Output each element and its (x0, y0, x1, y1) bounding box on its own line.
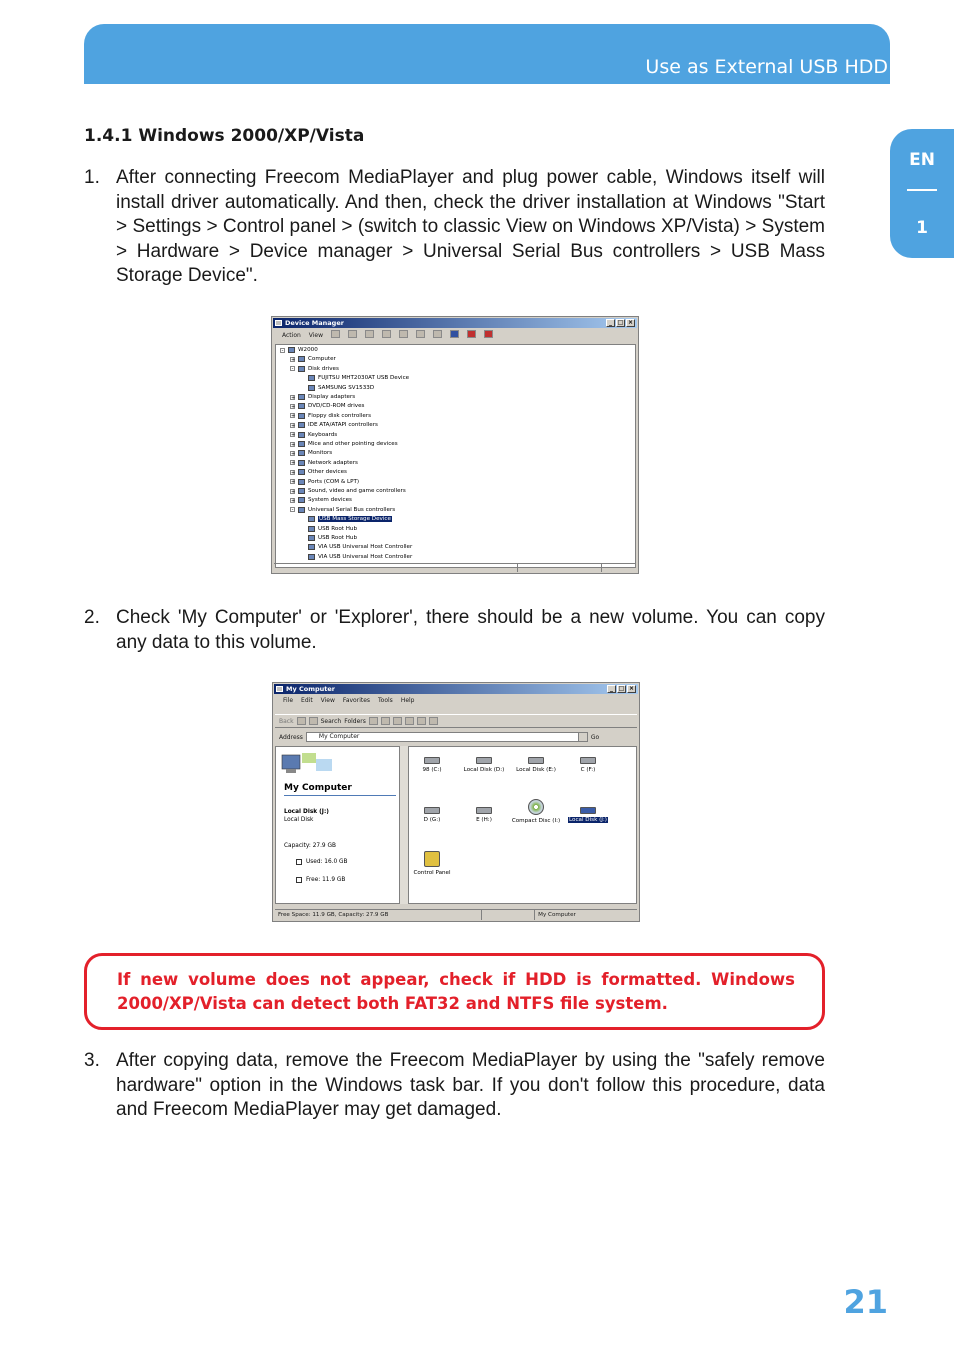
device-icon (298, 507, 305, 513)
expand-toggle-icon[interactable]: + (291, 403, 296, 410)
hard-drive-icon (580, 807, 596, 814)
tree-item[interactable] (290, 366, 339, 372)
status-cell (482, 910, 535, 920)
drive-item[interactable] (407, 807, 457, 823)
tab-divider (907, 189, 937, 191)
menu-item-file[interactable]: File (283, 697, 294, 704)
tree-item-label: Floppy disk controllers (308, 412, 372, 419)
expand-toggle-icon[interactable]: + (291, 460, 296, 467)
device-icon (308, 535, 315, 541)
expand-toggle-icon[interactable]: - (291, 366, 294, 373)
up-folder-icon[interactable] (309, 717, 318, 725)
tree-item-label: USB Root Hub (318, 535, 358, 541)
device-icon (298, 394, 305, 400)
tree-item-label: System devices (308, 497, 352, 504)
step-number: 3. (84, 1050, 100, 1071)
properties-icon[interactable] (416, 330, 425, 338)
expand-toggle-icon[interactable]: + (291, 413, 296, 420)
expand-toggle-icon[interactable]: + (291, 432, 296, 439)
status-cell (518, 564, 602, 572)
menu-item-edit[interactable]: Edit (301, 697, 313, 704)
section-heading: 1.4.1 Windows 2000/XP/Vista (84, 126, 365, 146)
tree-item-label: IDE ATA/ATAPI controllers (308, 422, 378, 429)
device-icon (298, 403, 305, 409)
expand-toggle-icon[interactable]: - (281, 347, 284, 354)
used-legend-icon (296, 859, 302, 865)
drive-label: Local Disk (E:) (516, 767, 556, 773)
device-manager-statusbar (274, 563, 636, 572)
step-text: After copying data, remove the Freecom MediaPlayer by using the "safely remove hardware" option in the Windows task bar. If you don't follow this procedure, data and Freecom MediaPlayer may get damaged. (116, 1050, 825, 1121)
drive-label: Control Panel (413, 870, 451, 876)
window-title: My Computer (286, 685, 335, 693)
tree-item[interactable] (290, 403, 364, 409)
tree-item[interactable] (290, 479, 359, 485)
tree-item-label: Mice and other pointing devices (308, 441, 398, 447)
cd-drive-icon (528, 799, 544, 815)
tree-item-label: SAMSUNG SV1533D (318, 384, 375, 391)
expand-toggle-icon[interactable]: + (291, 356, 296, 363)
tree-item[interactable] (290, 460, 358, 466)
device-icon (308, 385, 315, 391)
dropdown-arrow-icon[interactable] (578, 733, 587, 741)
address-input[interactable] (306, 732, 588, 742)
hard-drive-icon (476, 807, 492, 814)
warning-text: If new volume does not appear, check if HDD is formatted. Windows 2000/XP/Vista can detect both FAT32 and NTFS file system. (117, 970, 795, 1013)
my-computer-statusbar (275, 909, 637, 920)
tree-item[interactable] (290, 450, 332, 456)
up-folder-icon[interactable] (365, 330, 374, 338)
tree-item[interactable] (300, 544, 412, 550)
drive-label: Compact Disc (I:) (511, 818, 561, 824)
hard-drive-icon (424, 807, 440, 814)
undo-icon[interactable] (417, 717, 426, 725)
tree-item-label: USB Root Hub (318, 525, 358, 532)
menu-item-help[interactable]: Help (400, 697, 415, 704)
drive-list (408, 746, 637, 904)
menu-item-view[interactable]: View (308, 332, 324, 339)
tree-item-label: VIA USB Universal Host Controller (318, 544, 413, 551)
device-icon (298, 488, 305, 494)
tree-item[interactable] (290, 394, 355, 400)
tree-item[interactable] (280, 347, 318, 353)
tree-item[interactable] (300, 526, 357, 532)
standard-toolbar (275, 714, 637, 728)
drive-item[interactable] (407, 757, 457, 773)
scan-hardware-icon[interactable] (450, 330, 459, 338)
step-3 (84, 1049, 826, 1123)
menu-item-tools[interactable]: Tools (378, 697, 393, 704)
device-icon (298, 469, 305, 475)
drive-item[interactable] (563, 807, 613, 823)
step-number: 2. (84, 607, 100, 628)
panel-heading: My Computer (284, 783, 352, 793)
tree-item[interactable] (300, 554, 412, 560)
device-manager-window (271, 316, 639, 574)
back-button[interactable]: Back (279, 717, 294, 725)
drive-free: Free: 11.9 GB (306, 877, 346, 883)
hard-drive-icon (476, 757, 492, 764)
device-icon (298, 366, 305, 372)
move-to-icon[interactable] (381, 717, 390, 725)
tree-item-label: Computer (308, 356, 336, 363)
tree-item[interactable] (290, 469, 347, 475)
step-text: Check 'My Computer' or 'Explorer', there should be a new volume. You can copy any data to this volume. (116, 607, 825, 653)
warning-note (84, 953, 825, 1030)
expand-toggle-icon[interactable]: + (291, 422, 296, 429)
expand-toggle-icon[interactable]: - (291, 507, 294, 514)
tree-item[interactable] (300, 535, 357, 541)
go-button[interactable]: Go (590, 733, 600, 741)
back-arrow-icon[interactable] (331, 330, 340, 338)
refresh-icon[interactable] (433, 330, 442, 338)
close-button[interactable]: × (628, 685, 635, 692)
expand-toggle-icon[interactable]: + (291, 394, 296, 401)
status-cell (274, 564, 518, 572)
tree-item[interactable] (290, 507, 395, 513)
tree-item[interactable] (290, 413, 371, 419)
menu-bar (274, 330, 636, 341)
device-icon (308, 554, 315, 560)
copy-to-icon[interactable] (393, 717, 402, 725)
tree-item-label: Monitors (308, 450, 333, 457)
selected-drive-title: Local Disk (J:) (284, 809, 329, 815)
tree-item-label: DVD/CD-ROM drives (308, 403, 365, 410)
device-manager-titlebar (273, 318, 637, 328)
drive-capacity: Capacity: 27.9 GB (284, 843, 336, 849)
chapter-number: 1 (916, 218, 928, 238)
tree-item-label: Universal Serial Bus controllers (308, 506, 396, 513)
window-title: Device Manager (285, 319, 344, 327)
forward-arrow-icon[interactable] (297, 717, 306, 725)
menu-item-view[interactable]: View (320, 697, 335, 704)
menu-bar (275, 695, 637, 706)
tree-view-icon[interactable] (382, 330, 391, 338)
tree-item[interactable] (300, 375, 409, 381)
my-computer-icon (276, 686, 283, 692)
device-icon (298, 460, 305, 466)
my-computer-titlebar (274, 684, 638, 694)
drive-used: Used: 16.0 GB (306, 859, 348, 865)
device-icon (308, 516, 315, 522)
forward-arrow-icon[interactable] (348, 330, 357, 338)
panel-divider (284, 795, 396, 796)
expand-toggle-icon[interactable]: + (291, 450, 296, 457)
tree-item[interactable] (290, 422, 378, 428)
disable-icon[interactable] (484, 330, 493, 338)
my-computer-window (272, 682, 640, 922)
folders-button[interactable]: Folders (344, 717, 366, 725)
tree-item[interactable] (290, 441, 398, 447)
menu-item-favorites[interactable]: Favorites (342, 697, 371, 704)
drive-label: Local Disk (D:) (463, 767, 505, 773)
control-panel-icon (424, 851, 440, 867)
maximize-button[interactable]: □ (618, 685, 625, 692)
hard-drive-icon (424, 757, 440, 764)
minimize-button[interactable]: _ (607, 685, 616, 693)
device-manager-icon (275, 320, 282, 326)
tree-item-selected[interactable] (300, 516, 392, 522)
address-bar (275, 730, 637, 744)
uninstall-icon[interactable] (467, 330, 476, 338)
drive-label: Local Disk (J:) (569, 817, 607, 823)
tree-item[interactable] (300, 385, 374, 391)
expand-toggle-icon[interactable]: + (291, 469, 296, 476)
tree-item-label: Disk drives (308, 365, 339, 372)
device-icon (298, 432, 305, 438)
step-text: After connecting Freecom MediaPlayer and plug power cable, Windows itself will install driver automatically. And then, check the driver installation at Windows "Start > Settings > Control panel > (switch to classic View on Windows XP/Vista) > System > Hardware > Device manager > Universal Serial Bus controllers > USB Mass Storage Device". (116, 167, 825, 287)
step-2 (84, 606, 826, 656)
drive-label: C (F:) (580, 767, 596, 773)
tree-item-label: Display adapters (308, 394, 356, 400)
maximize-button[interactable]: □ (617, 319, 624, 326)
device-icon (298, 450, 305, 456)
tree-item-label: W2000 (298, 347, 318, 353)
drive-item[interactable] (511, 757, 561, 773)
header-title: Use as External USB HDD (645, 56, 888, 78)
device-icon (298, 441, 305, 447)
tree-item-label: FUJITSU MHT2030AT USB Device (318, 375, 410, 382)
info-panel (275, 746, 400, 904)
selected-drive-type: Local Disk (284, 817, 314, 823)
expand-toggle-icon[interactable]: + (291, 479, 296, 486)
views-icon[interactable] (429, 717, 438, 725)
page-number: 21 (843, 1283, 888, 1321)
device-icon (298, 422, 305, 428)
close-button[interactable]: × (627, 319, 634, 326)
free-legend-icon (296, 877, 302, 883)
print-icon[interactable] (399, 330, 408, 338)
delete-icon[interactable] (405, 717, 414, 725)
device-tree (275, 344, 636, 568)
search-button[interactable]: Search (320, 717, 342, 725)
status-location: My Computer (538, 912, 576, 918)
drive-label: 98 (C:) (422, 767, 442, 773)
tree-item[interactable] (290, 432, 337, 438)
tree-item-label: Network adapters (308, 459, 358, 466)
drive-item[interactable] (459, 757, 509, 773)
expand-toggle-icon[interactable]: + (291, 441, 296, 448)
menu-item-action[interactable]: Action (282, 332, 301, 339)
device-icon (298, 497, 305, 503)
step-1 (84, 166, 826, 290)
drive-item[interactable] (511, 799, 561, 824)
tree-item-label: USB Mass Storage Device (319, 516, 391, 523)
device-icon (308, 375, 315, 381)
drive-label: E (H:) (476, 817, 492, 823)
tree-item-label: Other devices (308, 469, 347, 476)
tree-item-label: Keyboards (308, 431, 338, 438)
expand-toggle-icon[interactable]: + (291, 497, 296, 504)
tree-item[interactable] (290, 488, 406, 494)
device-icon (308, 526, 315, 532)
device-icon (298, 356, 305, 362)
language-tab (890, 129, 954, 258)
hard-drive-icon (580, 757, 596, 764)
step-number: 1. (84, 167, 100, 188)
computer-graphic-icon (280, 751, 340, 779)
tree-item-label: Sound, video and game controllers (308, 488, 406, 494)
device-icon (298, 413, 305, 419)
device-icon (288, 347, 295, 353)
drive-item[interactable] (459, 807, 509, 823)
tree-item[interactable] (290, 356, 336, 362)
history-icon[interactable] (369, 717, 378, 725)
device-icon (308, 544, 315, 550)
language-label: EN (909, 150, 935, 170)
tree-item-label: Ports (COM & LPT) (308, 478, 360, 485)
status-free-space: Free Space: 11.9 GB, Capacity: 27.9 GB (275, 910, 482, 920)
expand-toggle-icon[interactable]: + (291, 488, 296, 495)
tree-item-label: VIA USB Universal Host Controller (318, 553, 413, 560)
hard-drive-icon (528, 757, 544, 764)
address-value: My Computer (318, 733, 360, 740)
device-icon (298, 479, 305, 485)
drive-item[interactable] (563, 757, 613, 773)
drive-item[interactable] (407, 851, 457, 876)
address-label: Address (279, 733, 303, 741)
tree-item[interactable] (290, 497, 352, 503)
minimize-button[interactable]: _ (606, 319, 615, 327)
drive-label: D (G:) (423, 817, 441, 823)
